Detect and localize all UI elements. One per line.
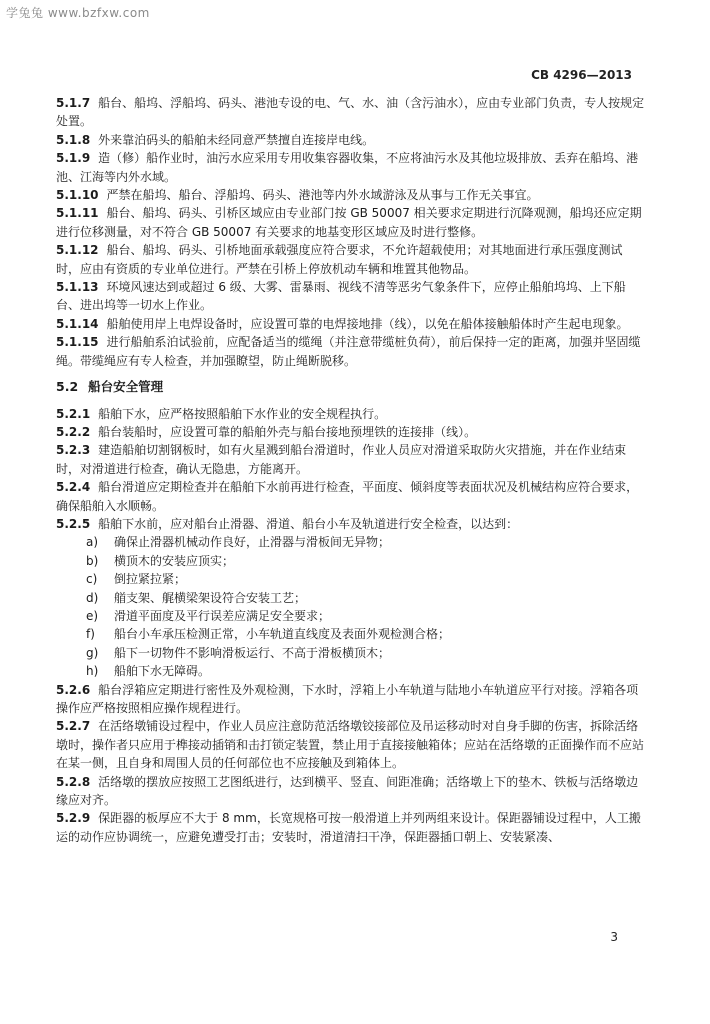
list-item bbox=[56, 625, 646, 643]
clause-paragraph bbox=[56, 423, 646, 441]
page-number: 3 bbox=[610, 930, 618, 944]
list-text: 船下一切物件不影响滑板运行、不高于滑板横顶木； bbox=[114, 645, 391, 660]
list-label: b) bbox=[86, 553, 99, 568]
document-body bbox=[56, 94, 646, 846]
list-item bbox=[56, 589, 646, 607]
clause-paragraph bbox=[56, 773, 646, 810]
list-label: g) bbox=[86, 645, 99, 660]
list-item bbox=[56, 533, 646, 551]
clause-paragraph bbox=[56, 681, 646, 718]
clause-paragraph bbox=[56, 333, 646, 370]
clause-number: 5.2.5 bbox=[56, 516, 91, 531]
clause-paragraph bbox=[56, 131, 646, 149]
clause-number: 5.1.8 bbox=[56, 132, 91, 147]
clause-paragraph bbox=[56, 94, 646, 131]
clause-text: 船台、船坞、码头、引桥地面承载强度应符合要求，不允许超载使用；对其地面进行承压强度测试时，应由有资质的专业单位进行。严禁在引桥上停放机动车辆和堆置其他物品。 bbox=[56, 243, 623, 276]
section-52-paragraphs-a bbox=[56, 405, 646, 534]
clause-paragraph bbox=[56, 717, 646, 772]
clause-paragraph bbox=[56, 149, 646, 186]
list-label: a) bbox=[86, 535, 99, 550]
clause-text: 外来靠泊码头的船舶未经同意严禁擅自连接岸电线。 bbox=[98, 132, 375, 147]
list-text: 横顶木的安装应顶实； bbox=[114, 553, 235, 568]
clause-text: 船舶使用岸上电焊设备时，应设置可靠的电焊接地排（线），以免在船体接触船体时产生起电现象。 bbox=[106, 316, 629, 331]
clause-text: 严禁在船坞、船台、浮船坞、码头、港池等内外水域游泳及从事与工作无关事宜。 bbox=[106, 188, 539, 203]
section-title-text: 船台安全管理 bbox=[88, 379, 164, 395]
clause-text: 船台、船坞、浮船坞、码头、港池专设的电、气、水、油（含污油水），应由专业部门负责，专人按规定处置。 bbox=[56, 96, 645, 129]
clause-paragraph bbox=[56, 405, 646, 423]
clause-text: 船台浮箱应定期进行密性及外观检测，下水时，浮箱上小车轨道与陆地小车轨道应平行对接。浮箱各项操作应严格按照相应操作规程进行。 bbox=[56, 682, 639, 715]
clause-number: 5.1.14 bbox=[56, 316, 99, 331]
clause-number: 5.1.12 bbox=[56, 243, 99, 258]
list-text: 滑道平面度及平行误差应满足安全要求； bbox=[114, 608, 331, 623]
clause-number: 5.1.9 bbox=[56, 151, 91, 166]
list-text: 倒拉紧拉紧； bbox=[114, 572, 187, 587]
list-label: h) bbox=[86, 664, 99, 679]
clause-paragraph bbox=[56, 278, 646, 315]
clause-text: 保距器的板厚应不大于 8 mm，长宽规格可按一般滑道上并列两组来设计。保距器铺设过程中，人工搬运的动作应协调统一，应避免遭受打击；安装时，滑道清扫干净，保距器插口朝上、安装紧凑、 bbox=[56, 811, 641, 844]
clause-number: 5.1.11 bbox=[56, 206, 99, 221]
list-label: f) bbox=[86, 627, 95, 642]
section-51-paragraphs bbox=[56, 94, 646, 370]
check-list bbox=[56, 533, 646, 680]
clause-number: 5.2.8 bbox=[56, 774, 91, 789]
list-item bbox=[56, 607, 646, 625]
clause-number: 5.1.10 bbox=[56, 188, 99, 203]
clause-number: 5.1.13 bbox=[56, 280, 99, 295]
clause-text: 在活络墩铺设过程中，作业人员应注意防范活络墩铰接部位及吊运移动时对自身手脚的伤害，拆除活络墩时，操作者只应用于榫接动插销和击打锁定装置，禁止用于直接接触箱体；应站在活络墩的正面操作而不应站在某一侧，且自身和周围人员的任何部位也不应接触及到箱体上。 bbox=[56, 719, 645, 771]
clause-paragraph bbox=[56, 315, 646, 333]
clause-number: 5.2.6 bbox=[56, 682, 91, 697]
standard-code: CB 4296—2013 bbox=[531, 68, 632, 82]
clause-text: 船台滑道应定期检查并在船舶下水前再进行检查，平面度、倾斜度等表面状况及机械结构应符合要求，确保船舶入水顺畅。 bbox=[56, 480, 639, 513]
clause-number: 5.2.2 bbox=[56, 424, 91, 439]
clause-paragraph bbox=[56, 186, 646, 204]
list-item bbox=[56, 552, 646, 570]
list-item bbox=[56, 644, 646, 662]
list-label: c) bbox=[86, 572, 98, 587]
clause-paragraph bbox=[56, 241, 646, 278]
clause-text: 环境风速达到或超过 6 级、大雾、雷暴雨、视线不清等恶劣气象条件下，应停止船舶坞坞、上下船台、进出坞等一切水上作业。 bbox=[56, 280, 626, 313]
clause-paragraph bbox=[56, 441, 646, 478]
clause-paragraph bbox=[56, 515, 646, 533]
clause-text: 船舶下水，应严格按照船舶下水作业的安全规程执行。 bbox=[98, 406, 387, 421]
list-text: 确保止滑器机械动作良好，止滑器与滑板间无异物； bbox=[114, 535, 391, 550]
clause-number: 5.2.7 bbox=[56, 719, 91, 734]
clause-paragraph bbox=[56, 809, 646, 846]
clause-paragraph bbox=[56, 204, 646, 241]
section-heading bbox=[56, 378, 646, 396]
clause-number: 5.1.15 bbox=[56, 335, 99, 350]
clause-number: 5.2.1 bbox=[56, 406, 91, 421]
clause-number: 5.2.4 bbox=[56, 480, 91, 495]
list-label: d) bbox=[86, 590, 99, 605]
clause-number: 5.2.3 bbox=[56, 443, 91, 458]
clause-text: 造（修）船作业时，油污水应采用专用收集容器收集，不应将油污水及其他垃圾排放、丢弃在船坞、港池、江海等内外水域。 bbox=[56, 151, 639, 184]
list-text: 船台小车承压检测正常，小车轨道直线度及表面外观检测合格； bbox=[114, 627, 451, 642]
clause-text: 船台装船时，应设置可靠的船舶外壳与船台接地预埋铁的连接排（线）。 bbox=[98, 424, 477, 439]
clause-text: 船舶下水前，应对船台止滑器、滑道、船台小车及轨道进行安全检查，以达到： bbox=[98, 516, 519, 531]
section-number: 5.2 bbox=[56, 379, 79, 395]
list-item bbox=[56, 570, 646, 588]
clause-number: 5.1.7 bbox=[56, 96, 91, 110]
section-52-paragraphs-b bbox=[56, 681, 646, 847]
watermark-text: 学兔兔 www.bzfxw.com bbox=[6, 6, 150, 20]
clause-text: 活络墩的摆放应按照工艺图纸进行，达到横平、竖直、间距准确；活络墩上下的垫木、铁板与活络墩边缘应对齐。 bbox=[56, 774, 639, 808]
clause-paragraph bbox=[56, 478, 646, 515]
list-label: e) bbox=[86, 608, 99, 623]
clause-text: 建造船舶切割钢板时，如有火星溅到船台滑道时，作业人员应对滑道采取防火灾措施，并在作业结束时，对滑道进行检查，确认无隐患，方能离开。 bbox=[56, 443, 627, 476]
list-item bbox=[56, 662, 646, 680]
list-text: 艏支架、艉横梁架设符合安装工艺； bbox=[114, 590, 307, 605]
clause-text: 进行船舶系泊试验前，应配备适当的缆绳（并注意带缆桩负荷），前后保持一定的距离，加强并坚固缆绳。带缆绳应有专人检查，并加强瞭望，防止绳断脱移。 bbox=[56, 335, 641, 368]
list-text: 船舶下水无障碍。 bbox=[114, 664, 211, 679]
clause-number: 5.2.9 bbox=[56, 811, 91, 826]
clause-text: 船台、船坞、码头、引桥区域应由专业部门按 GB 50007 相关要求定期进行沉降观测，船坞还应定期进行位移测量，对不符合 GB 50007 有关要求的地基变形区域应及时进行整修。 bbox=[56, 206, 642, 239]
